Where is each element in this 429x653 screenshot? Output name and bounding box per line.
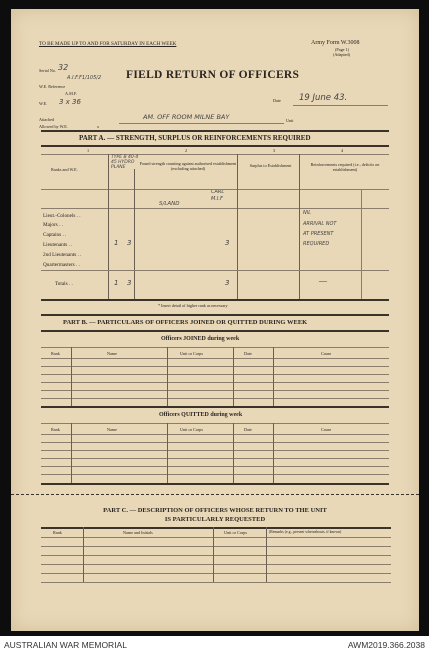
form-paper [11, 9, 419, 631]
joined-title: Officers JOINED during week [161, 336, 240, 342]
allowed-value: x [97, 124, 100, 129]
we-reference-label: W.E. Reference [39, 84, 66, 89]
footer-bar [0, 636, 429, 653]
part-c-col-remarks: (Remarks (e.g., present whereabouts, if known) [269, 530, 342, 534]
col-ranks-header: Ranks and W.E. [51, 167, 78, 172]
rank-lieutenants: Lieutenants . . [43, 242, 73, 248]
col-number-4: 4 [341, 148, 344, 153]
we-label: W.E. [39, 101, 48, 106]
joined-col-unit: Unit or Corps [180, 351, 204, 356]
part-b-title: PART B. — PARTICULARS OF OFFICERS JOINED OR QUITTED DURING WEEK [63, 319, 308, 326]
rank-captains: Captains . . [43, 232, 67, 238]
totals-label: Totals . . [55, 281, 73, 287]
total-reinforcements: — [319, 276, 327, 285]
army-form-number: Army Form W.3008 [311, 40, 360, 46]
date-label: Date [273, 98, 281, 103]
col-found-header: Found strength counting against authorised establishment (excluding attached) [139, 161, 237, 171]
rank-lieut-colonels: Lieut.-Colonels . . [43, 213, 81, 219]
lieutenants-col3: 3 [225, 239, 230, 247]
joined-col-name: Name [107, 351, 117, 356]
part-c-col-rank: Rank [53, 530, 62, 535]
part-c-col-name: Name and Initials [123, 530, 153, 535]
rank-quartermasters: Quartermasters . . [43, 262, 80, 268]
attached-label: Attached [39, 117, 55, 122]
rank-majors: Majors . . [43, 222, 63, 228]
total-col2: 3 [127, 279, 132, 287]
rank-2nd-lieutenants: 2nd Lieutenants . . [43, 252, 82, 258]
col-surplus-header: Surplus to Establishment [249, 163, 292, 168]
quitted-col-unit: Unit or Corps [180, 427, 204, 432]
footer-accession-number: AWM2019.366.2038 [347, 640, 425, 650]
quitted-col-date: Date [244, 427, 252, 432]
serial-value: 32 [58, 63, 69, 72]
page-number: (Page 1) [335, 47, 350, 52]
form-title: FIELD RETURN OF OFFICERS [126, 69, 300, 81]
unit-value: AM. OFF ROOM MILNE BAY [143, 113, 230, 121]
part-c-col-unit: Unit or Corps [224, 530, 248, 535]
handwritten-sland: S/LAND [159, 201, 180, 207]
lieutenants-col1: 1 [114, 239, 119, 247]
form-instruction: TO BE MADE UP TO AND FOR SATURDAY IN EACH WEEK [39, 41, 177, 47]
reinf-note-2: ARRIVAL NOT [303, 221, 337, 227]
unit-label: Unit [286, 118, 294, 123]
joined-col-rank: Rank [51, 351, 60, 356]
quitted-col-rank: Rank [51, 427, 60, 432]
part-c-title-line2: IS PARTICULARLY REQUESTED [164, 516, 266, 523]
reference-code: A.I.F.F1/105/2 [67, 75, 102, 81]
reinf-note-4: REQUIRED [303, 241, 330, 247]
col-reinforcements-header: Reinforcements required (i.e., deficits on establishment) [310, 162, 380, 172]
part-a-footnote: * Insert detail of higher rank as necessary [158, 303, 228, 308]
quitted-title: Officers QUITTED during week [159, 412, 243, 418]
we-value: 3 x 36 [59, 98, 81, 106]
reinf-note-1: NIL [303, 210, 312, 216]
date-value: 19 June 43. [299, 93, 348, 103]
allowed-label: Allowed by W.E. [39, 124, 68, 129]
handwritten-carl: CARL M.I.F [211, 189, 225, 202]
total-col3: 3 [225, 279, 230, 287]
total-col1: 1 [114, 279, 119, 287]
adapted-note: (Adapted) [333, 52, 350, 57]
col-number-1: 1 [87, 148, 90, 153]
quitted-col-cause: Cause [321, 427, 332, 432]
reinf-note-3: AT PRESENT [303, 231, 334, 237]
col-number-2: 2 [185, 148, 188, 153]
joined-col-cause: Cause [321, 351, 332, 356]
handwritten-type-note: TYPE B 40-4 45 HYDRO PLANE [111, 155, 139, 170]
serial-label: Serial No. [39, 68, 56, 73]
footer-source: AUSTRALIAN WAR MEMORIAL [4, 640, 127, 650]
joined-col-date: Date [244, 351, 252, 356]
part-c-title-line1: PART C. — DESCRIPTION OF OFFICERS WHOSE RETURN TO THE UNIT [103, 507, 327, 514]
part-a-title: PART A. — STRENGTH, SURPLUS OR REINFORCEMENTS REQUIRED [79, 134, 311, 142]
col-number-3: 3 [273, 148, 276, 153]
lieutenants-col2: 3 [127, 239, 132, 247]
quitted-col-name: Name [107, 427, 117, 432]
we-reference-value: A.M.F. [65, 91, 77, 96]
